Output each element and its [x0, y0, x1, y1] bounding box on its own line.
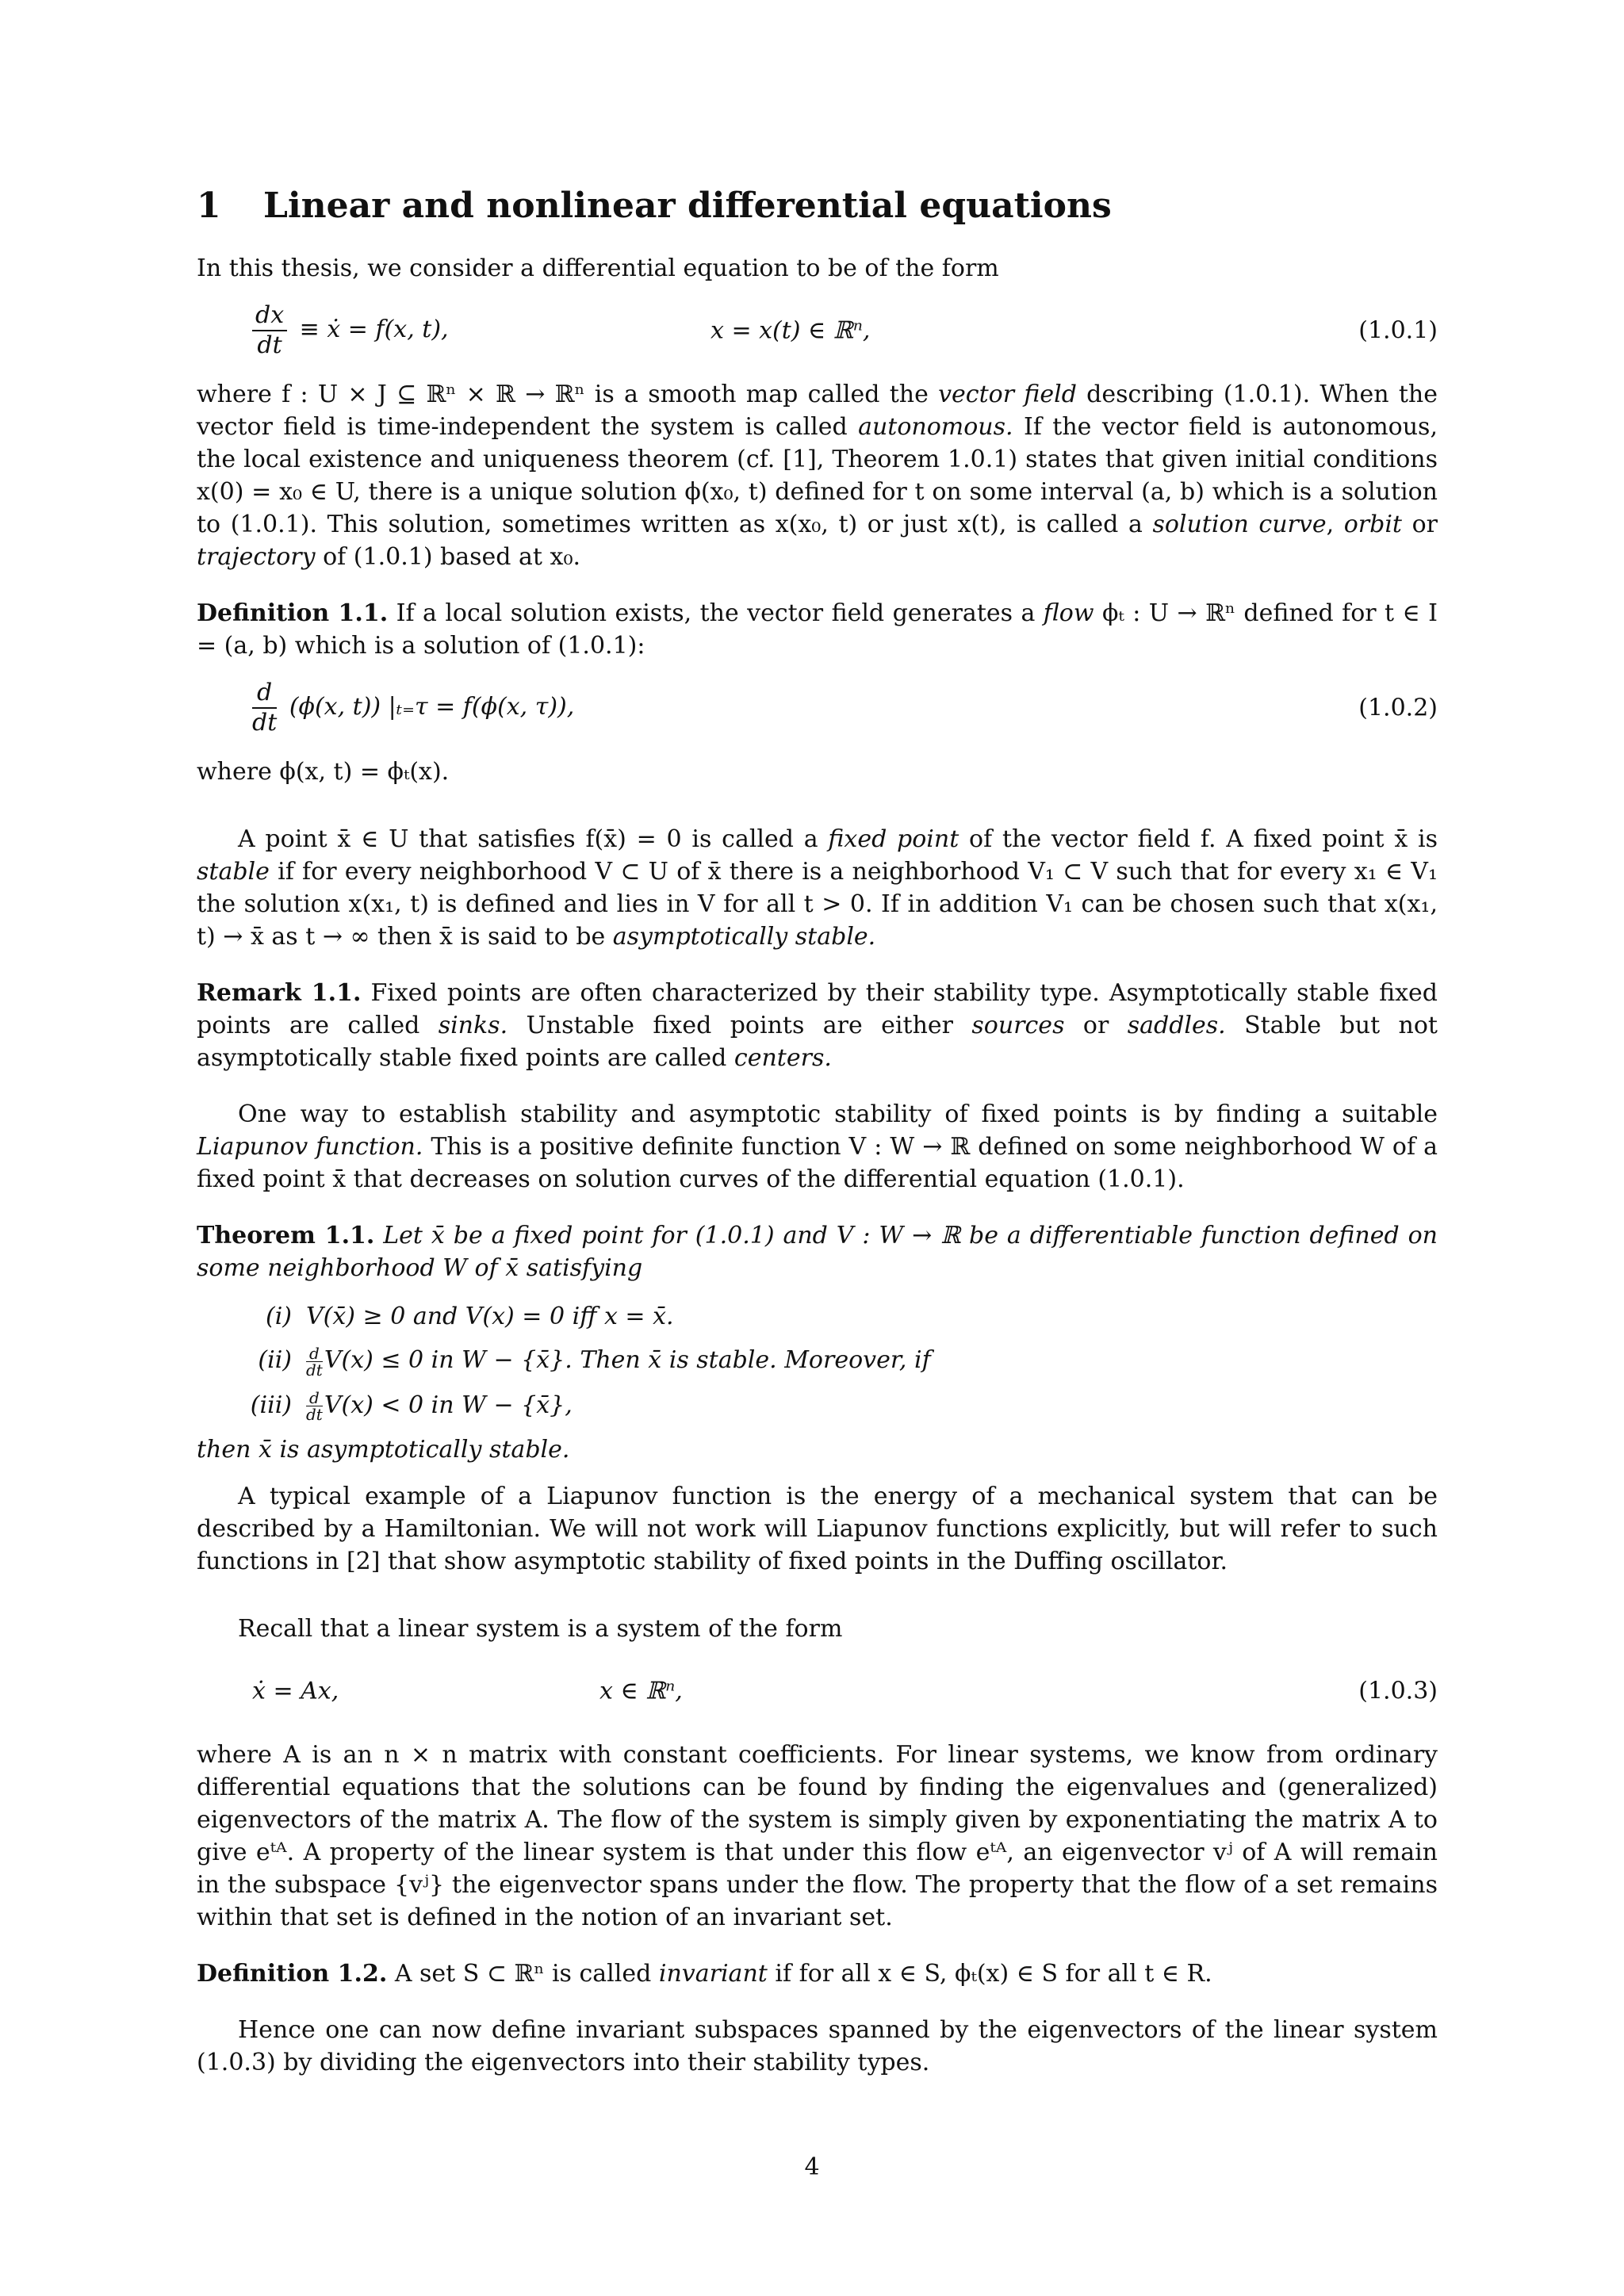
remark-1-1: Remark 1.1. Fixed points are often characterized by their stability type. Asymptotically stable fixed points are called sinks. Unstable fixed points are either sources or saddles. Stable but not asymptotically stable fixed points are called centers. [197, 979, 1438, 1072]
equation-lhs: ≡ ẋ = f(x, t), [299, 316, 449, 343]
fraction-d-dt: $\frac{d}{dt}$ [252, 679, 278, 737]
equation-rhs: x = x(t) ∈ ℝⁿ, [710, 316, 871, 345]
section-title: Linear and nonlinear differential equations [263, 186, 1112, 226]
fraction-d-dt: $\frac{d}{dt}$ [306, 1388, 323, 1424]
definition-label: Definition 1.2. [197, 1960, 388, 1988]
equation-tag: (1.0.2) [1358, 694, 1438, 722]
fraction-d-dt: $\frac{d}{dt}$ [306, 1343, 323, 1380]
linear-system-intro: Recall that a linear system is a system of the form [238, 1615, 843, 1643]
definition-label: Definition 1.1. [197, 599, 389, 627]
equation-lhs: ẋ = Ax, [252, 1677, 339, 1705]
page-number: 4 [804, 2153, 820, 2181]
hamiltonian-paragraph: A typical example of a Liapunov function is the energy of a mechanical system that can be described by a Hamiltonian. We will not work will Liapunov functions explicitly, but will refer to such functions in [2] that show asymptotic stability of fixed points in the Duffing oscillator. [197, 1483, 1438, 1575]
equation-body: (ϕ(x, t)) |ₜ₌τ = f(ϕ(x, τ)), [289, 693, 575, 721]
equation-rhs: x ∈ ℝⁿ, [599, 1677, 683, 1705]
theorem-label: Theorem 1.1. [197, 1222, 375, 1249]
page-content [197, 184, 1438, 2079]
equation-1-0-2 [197, 676, 1438, 740]
condition-iii: (iii) $\frac{d}{dt}$ V(x) < 0 in W − {x̄}, [250, 1388, 573, 1424]
definition-1-2: Definition 1.2. A set S ⊂ ℝⁿ is called invariant if for all x ∈ S, ϕₜ(x) ∈ S for all t ∈ R. [197, 1960, 1212, 1988]
vector-field-paragraph: where f : U × J ⊆ ℝⁿ × ℝ → ℝⁿ is a smooth map called the vector field describing (1.0.1). When the vector field is time-independent the system is called autonomous. If the vector field is autonomous, the local existence and uniqueness theorem (cf. [1], Theorem 1.0.1) states that given initial conditions x(0) = x₀ ∈ U, there is a unique solution ϕ(x₀, t) defined for t on some interval (a, b) which is a solution to (1.0.1). This solution, sometimes written as x(x₀, t) or just x(t), is called a solution curve, orbit or trajectory of (1.0.1) based at x₀. [197, 381, 1438, 571]
theorem-conditions [197, 1300, 1438, 1422]
section-heading [197, 184, 1438, 228]
fixed-point-paragraph: A point x̄ ∈ U that satisfies f(x̄) = 0 is called a fixed point of the vector field f. A fixed point x̄ is stable if for every neighborhood V ⊂ U of x̄ there is a neighborhood V₁ ⊂ V such that for every x₁ ∈ V₁ the solution x(x₁, t) is defined and lies in V for all t > 0. If in addition V₁ can be chosen such that x(x₁, t) → x̄ as t → ∞ then x̄ is said to be asymptotically stable. [197, 825, 1438, 951]
intro-paragraph: In this thesis, we consider a differential equation to be of the form [197, 254, 999, 282]
condition-i: (i) V(x̄) ≥ 0 and V(x) = 0 iff x = x̄. [265, 1303, 674, 1330]
section-number: 1 [197, 186, 221, 226]
theorem-1-1: Theorem 1.1. Let x̄ be a fixed point for (1.0.1) and V : W → ℝ be a differentiable function defined on some neighborhood W of x̄ satisfying [197, 1222, 1438, 1282]
invariant-subspaces-paragraph: Hence one can now define invariant subspaces spanned by the eigenvectors of the linear system (1.0.3) by dividing the eigenvectors into their stability types. [197, 2016, 1438, 2076]
theorem-conclusion: then x̄ is asymptotically stable. [197, 1436, 570, 1464]
equation-where-clause: where ϕ(x, t) = ϕₜ(x). [197, 758, 450, 786]
equation-1-0-3 [197, 1659, 1438, 1723]
equation-tag: (1.0.1) [1358, 316, 1438, 345]
linear-system-paragraph: where A is an n × n matrix with constant coefficients. For linear systems, we know from ordinary differential equations that the solutions can be found by finding the eigenvalues and (generalized) eigenvectors of the matrix A. The flow of the system is simply given by exponentiating the matrix A to give eᵗᴬ. A property of the linear system is that under this flow eᵗᴬ, an eigenvector vʲ of A will remain in the subspace {vʲ} the eigenvector spans under the flow. The property that the flow of a set remains within that set is defined in the notion of an invariant set. [197, 1741, 1438, 1931]
remark-label: Remark 1.1. [197, 979, 362, 1007]
condition-ii: (ii) $\frac{d}{dt}$ V(x) ≤ 0 in W − {x̄}. Then x̄ is stable. Moreover, if [258, 1343, 931, 1380]
fraction-dx-dt: $\frac{dx}{dt}$ [252, 301, 287, 360]
liapunov-paragraph: One way to establish stability and asymptotic stability of fixed points is by finding a suitable Liapunov function. This is a positive definite function V : W → ℝ defined on some neighborhood W of a fixed point x̄ that decreases on solution curves of the differential equation (1.0.1). [197, 1100, 1438, 1193]
equation-tag: (1.0.3) [1358, 1677, 1438, 1705]
definition-1-1: Definition 1.1. If a local solution exists, the vector field generates a flow ϕₜ : U → ℝⁿ defined for t ∈ I = (a, b) which is a solution of (1.0.1): [197, 599, 1438, 660]
equation-1-0-1 [197, 299, 1438, 362]
